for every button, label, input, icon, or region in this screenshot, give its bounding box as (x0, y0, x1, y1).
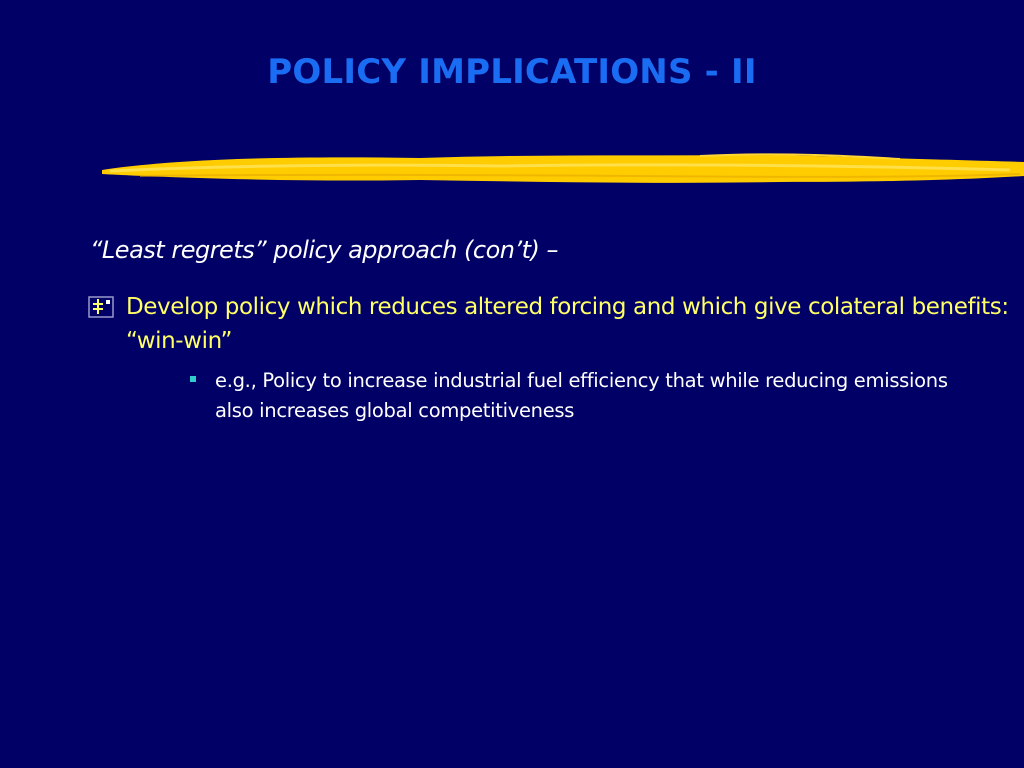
sub-bullet-text: e.g., Policy to increase industrial fuel efficiency that while reducing emissions also increases global competitiveness (215, 369, 948, 422)
slide-title: POLICY IMPLICATIONS - II (267, 52, 757, 92)
list-bullet-icon (88, 296, 114, 318)
bullet-text: Develop policy which reduces altered forcing and which give colateral benefits: “win-win” (126, 294, 1009, 354)
intro-line: “Least regrets” policy approach (con’t) – (90, 236, 559, 264)
brush-stroke-divider (0, 140, 1024, 200)
square-bullet-icon (190, 376, 196, 382)
